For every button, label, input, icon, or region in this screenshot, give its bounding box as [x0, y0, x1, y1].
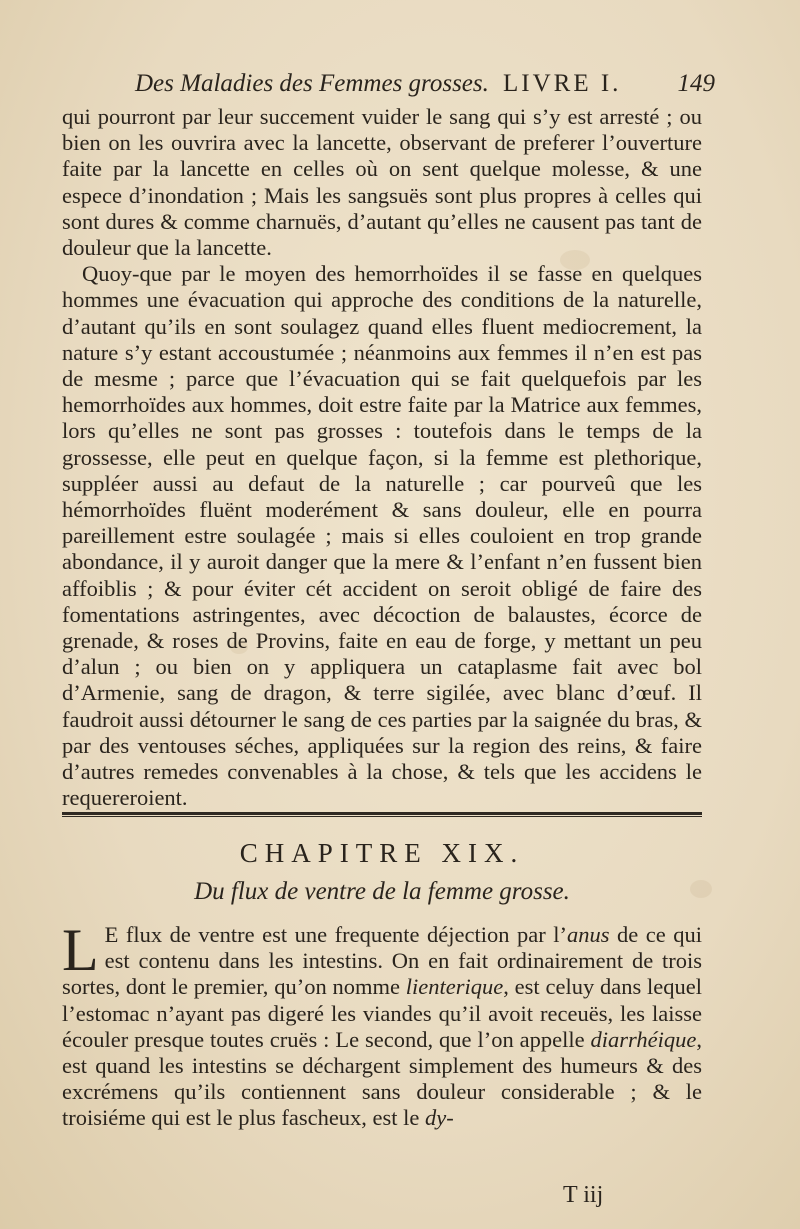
- page-number: 149: [677, 70, 715, 97]
- chapter-heading: CHAPITRE XIX.: [239, 838, 525, 868]
- chapter-text-part: , est celuy dans lequel l’estomac n’ayant pas digeré les viandes qu’il avoit receuës, les laisse écouler presque toutes cruës : Le second, que l’on appelle: [62, 974, 702, 1052]
- term-lienterique: lienterique: [405, 974, 504, 1000]
- chapter-text-part: E flux de ventre est une frequente déjection par l’: [104, 922, 567, 947]
- signature-mark: T iij: [563, 1182, 604, 1208]
- chapter-text: [62, 917, 702, 1132]
- main-text: [62, 104, 702, 811]
- drop-cap: L: [62, 917, 99, 983]
- section-rule: [62, 812, 702, 817]
- paragraph-hemorrhoids: Quoy-que par le moyen des hemorrhoïdes il se fasse en quelques hommes une évacuation qui approche des conditions de la naturelle, d’autant qu’ils en sont soulagez quand elles fluent mediocrement, la nature s’y estant accoustumée ; néanmoins aux femmes il n’en est pas de mesme ; parce que l’évacuation qui se fait quelquefois par les hemorrhoïdes aux hommes, doit estre faite par la Matrice aux femmes, lors qu’elles ne sont pas grosses : toutefois dans le temps de la grossesse, elle peut en quelque façon, si la femme est plethorique, suppléer aussi au defaut de la naturelle ; car pourveû que les hémorrhoïdes fluënt moderément & sans douleur, elle en pourra pareillement estre soulagée ; mais si elles couloient en trop grande abondance, il y auroit danger que la mere & l’enfant n’en fussent bien affoiblis ; & pour éviter cét accident on seroit obligé de faire des fomentations astringentes, avec décoction de balaustes, écorce de grenade, & roses de Provins, faite en eau de forge, y mettant un peu d’alun ; ou bien on y appliquera un cataplasme fait avec bol d’Armenie, sang de dragon, & terre sigilée, avec blanc d’œuf. Il faudroit aussi détourner le sang de ces parties par la saignée du bras, & par des ventouses séches, appliquées sur la region des reins, & faire d’autres remedes convenables à la chose, & tels que les accidens le requereroient.: [62, 261, 702, 811]
- term-dy: dy-: [425, 1105, 454, 1131]
- book-number: LIVRE I.: [503, 70, 622, 97]
- paragraph-continued: qui pourront par leur succement vuider le sang qui s’y est arresté ; ou bien on les ouvrira avec la lancette, observant de preferer l’ouverture faite par la lancette en celles où on sent quelque molesse, & une espece d’inondation ; Mais les sangsuës sont plus propres à celles qui sont dures & comme charnuës, d’autant qu’elles ne causent pas tant de douleur que la lancette.: [62, 104, 702, 261]
- running-header: [135, 70, 715, 104]
- chapter-text-part: , est quand les intestins se déchargent simplement des humeurs & des excrémens qu’ils contiennent sans douleur considerable ; & le troisiéme qui est le plus fascheux, est le: [62, 1026, 702, 1131]
- chapter-subtitle: Du flux de ventre de la femme grosse.: [194, 878, 570, 905]
- term-diarrheique: diarrhéique: [590, 1026, 697, 1052]
- chapter-text-part: de ce qui est contenu dans les intestins. On en fait ordinairement de trois sortes, dont le premier, qu’on nomme: [62, 922, 702, 1000]
- running-title: Des Maladies des Femmes grosses.: [135, 70, 489, 97]
- term-anus: anus: [567, 922, 610, 947]
